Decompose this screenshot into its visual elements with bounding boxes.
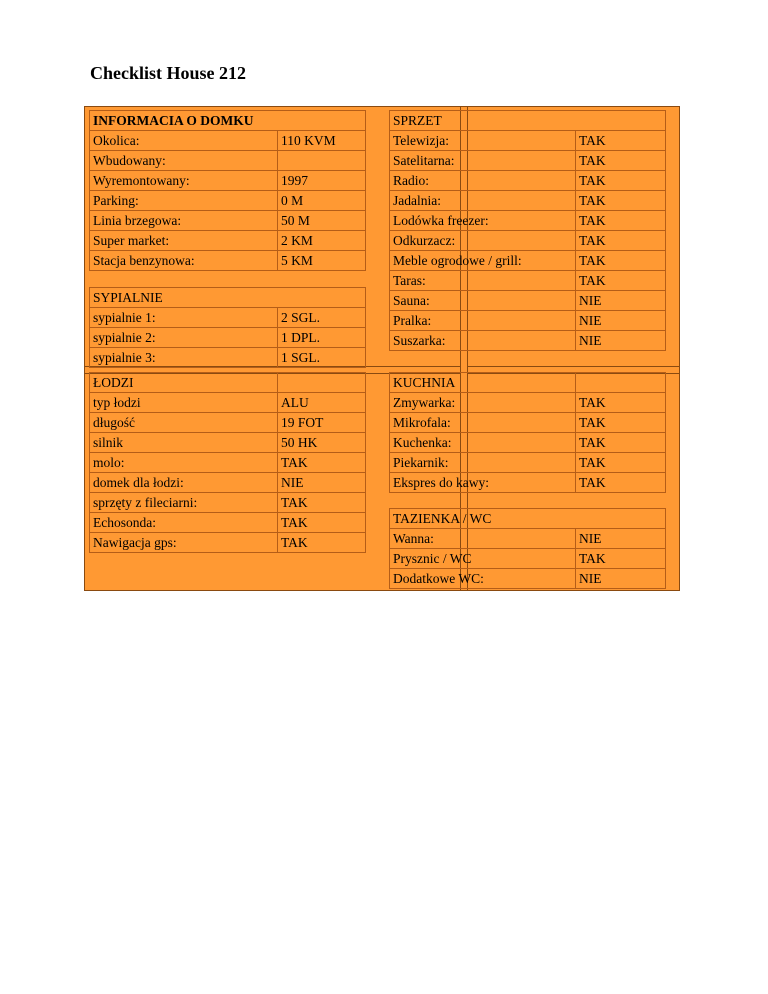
row-label: Satelitarna:: [390, 151, 576, 171]
bathroom-heading: TAZIENKA / WC: [390, 509, 666, 529]
table-row: [390, 131, 666, 151]
row-label: domek dla łodzi:: [90, 473, 278, 493]
row-value: TAK: [576, 473, 666, 493]
row-label: Wbudowany:: [90, 151, 278, 171]
table-row: [390, 311, 666, 331]
table-row: [390, 271, 666, 291]
row-label: Stacja benzynowa:: [90, 251, 278, 271]
table-row: [390, 251, 666, 271]
equipment-heading: SPRZET: [390, 111, 666, 131]
row-value: NIE: [576, 311, 666, 331]
table-row: [390, 413, 666, 433]
table-row: [90, 453, 366, 473]
row-label: Meble ogrodowe / grill:: [390, 251, 576, 271]
boats-heading: ŁODZI: [90, 373, 278, 393]
row-label: Piekarnik:: [390, 453, 576, 473]
row-label: Telewizja:: [390, 131, 576, 151]
row-value: TAK: [278, 513, 366, 533]
row-value: TAK: [576, 151, 666, 171]
row-label: Lodówka freezer:: [390, 211, 576, 231]
row-label: molo:: [90, 453, 278, 473]
table-row: [90, 393, 366, 413]
row-value: TAK: [278, 533, 366, 553]
row-label: sypialnie 3:: [90, 348, 278, 368]
checklist-panel: [84, 106, 680, 591]
kitchen-table: [389, 372, 666, 493]
row-value: 50 M: [278, 211, 366, 231]
row-value: 1 SGL.: [278, 348, 366, 368]
row-label: Prysznic / WC: [390, 549, 576, 569]
row-label: Kuchenka:: [390, 433, 576, 453]
table-row: [90, 308, 366, 328]
row-label: Wanna:: [390, 529, 576, 549]
table-row: [90, 251, 366, 271]
page-title: Checklist House 212: [90, 63, 247, 83]
table-row: [390, 171, 666, 191]
table-row: [390, 473, 666, 493]
row-label: Zmywarka:: [390, 393, 576, 413]
table-row: [390, 453, 666, 473]
row-value: TAK: [576, 251, 666, 271]
row-value: TAK: [576, 433, 666, 453]
row-value: 110 KVM: [278, 131, 366, 151]
row-label: Jadalnia:: [390, 191, 576, 211]
row-value: 5 KM: [278, 251, 366, 271]
table-row: [390, 529, 666, 549]
table-row: [390, 151, 666, 171]
table-row: [90, 211, 366, 231]
row-label: Nawigacja gps:: [90, 533, 278, 553]
row-label: długość: [90, 413, 278, 433]
table-row: [90, 288, 366, 308]
table-row: [390, 509, 666, 529]
equipment-table: [389, 110, 666, 351]
row-label: Suszarka:: [390, 331, 576, 351]
row-label: Mikrofala:: [390, 413, 576, 433]
row-value: ALU: [278, 393, 366, 413]
row-label: Sauna:: [390, 291, 576, 311]
row-value: TAK: [576, 549, 666, 569]
row-value: TAK: [576, 271, 666, 291]
table-row: [90, 493, 366, 513]
row-label: Okolica:: [90, 131, 278, 151]
table-row: [90, 373, 366, 393]
kitchen-heading: KUCHNIA: [390, 373, 576, 393]
row-value: TAK: [576, 393, 666, 413]
row-label: silnik: [90, 433, 278, 453]
bedrooms-heading: SYPIALNIE: [90, 288, 366, 308]
table-row: [90, 131, 366, 151]
bedrooms-table: [89, 287, 366, 368]
row-value: TAK: [576, 211, 666, 231]
table-row: [90, 413, 366, 433]
row-value: TAK: [576, 453, 666, 473]
table-row: [390, 331, 666, 351]
row-label: Echosonda:: [90, 513, 278, 533]
table-row: [90, 191, 366, 211]
table-row: [390, 549, 666, 569]
table-row: [390, 111, 666, 131]
row-value: TAK: [576, 191, 666, 211]
table-row: [90, 533, 366, 553]
table-row: [90, 328, 366, 348]
table-row: [90, 171, 366, 191]
row-value: 19 FOT: [278, 413, 366, 433]
row-value: TAK: [278, 453, 366, 473]
row-value: NIE: [576, 291, 666, 311]
row-value: TAK: [576, 413, 666, 433]
row-value: 1997: [278, 171, 366, 191]
row-label: typ łodzi: [90, 393, 278, 413]
boats-table: [89, 372, 366, 553]
table-row: [390, 191, 666, 211]
table-row: [90, 231, 366, 251]
table-row: [390, 373, 666, 393]
row-value: NIE: [576, 529, 666, 549]
table-row: [90, 473, 366, 493]
row-value: TAK: [278, 493, 366, 513]
table-row: [90, 111, 366, 131]
row-value: NIE: [576, 569, 666, 589]
row-label: Linia brzegowa:: [90, 211, 278, 231]
row-label: Radio:: [390, 171, 576, 191]
table-row: [390, 569, 666, 589]
row-label: Parking:: [90, 191, 278, 211]
info-table: [89, 110, 366, 271]
table-row: [390, 393, 666, 413]
table-row: [390, 433, 666, 453]
row-value: 2 KM: [278, 231, 366, 251]
table-row: [390, 231, 666, 251]
row-label: Taras:: [390, 271, 576, 291]
row-value: 1 DPL.: [278, 328, 366, 348]
row-label: sypialnie 1:: [90, 308, 278, 328]
table-row: [390, 211, 666, 231]
row-value: 50 HK: [278, 433, 366, 453]
row-label: Pralka:: [390, 311, 576, 331]
bathroom-table: [389, 508, 666, 589]
table-row: [90, 433, 366, 453]
table-row: [90, 151, 366, 171]
row-label: sypialnie 2:: [90, 328, 278, 348]
row-label: Super market:: [90, 231, 278, 251]
row-label: Ekspres do kawy:: [390, 473, 576, 493]
row-label: sprzęty z fileciarni:: [90, 493, 278, 513]
row-label: Dodatkowe WC:: [390, 569, 576, 589]
row-value: 0 M: [278, 191, 366, 211]
table-row: [390, 291, 666, 311]
row-value: NIE: [278, 473, 366, 493]
row-value: NIE: [576, 331, 666, 351]
table-row: [90, 348, 366, 368]
row-value: TAK: [576, 131, 666, 151]
row-value: TAK: [576, 171, 666, 191]
row-value: 2 SGL.: [278, 308, 366, 328]
row-label: Wyremontowany:: [90, 171, 278, 191]
table-row: [90, 513, 366, 533]
row-value: TAK: [576, 231, 666, 251]
row-value: [278, 151, 366, 171]
info-heading: INFORMACIA O DOMKU: [90, 111, 366, 131]
row-label: Odkurzacz:: [390, 231, 576, 251]
